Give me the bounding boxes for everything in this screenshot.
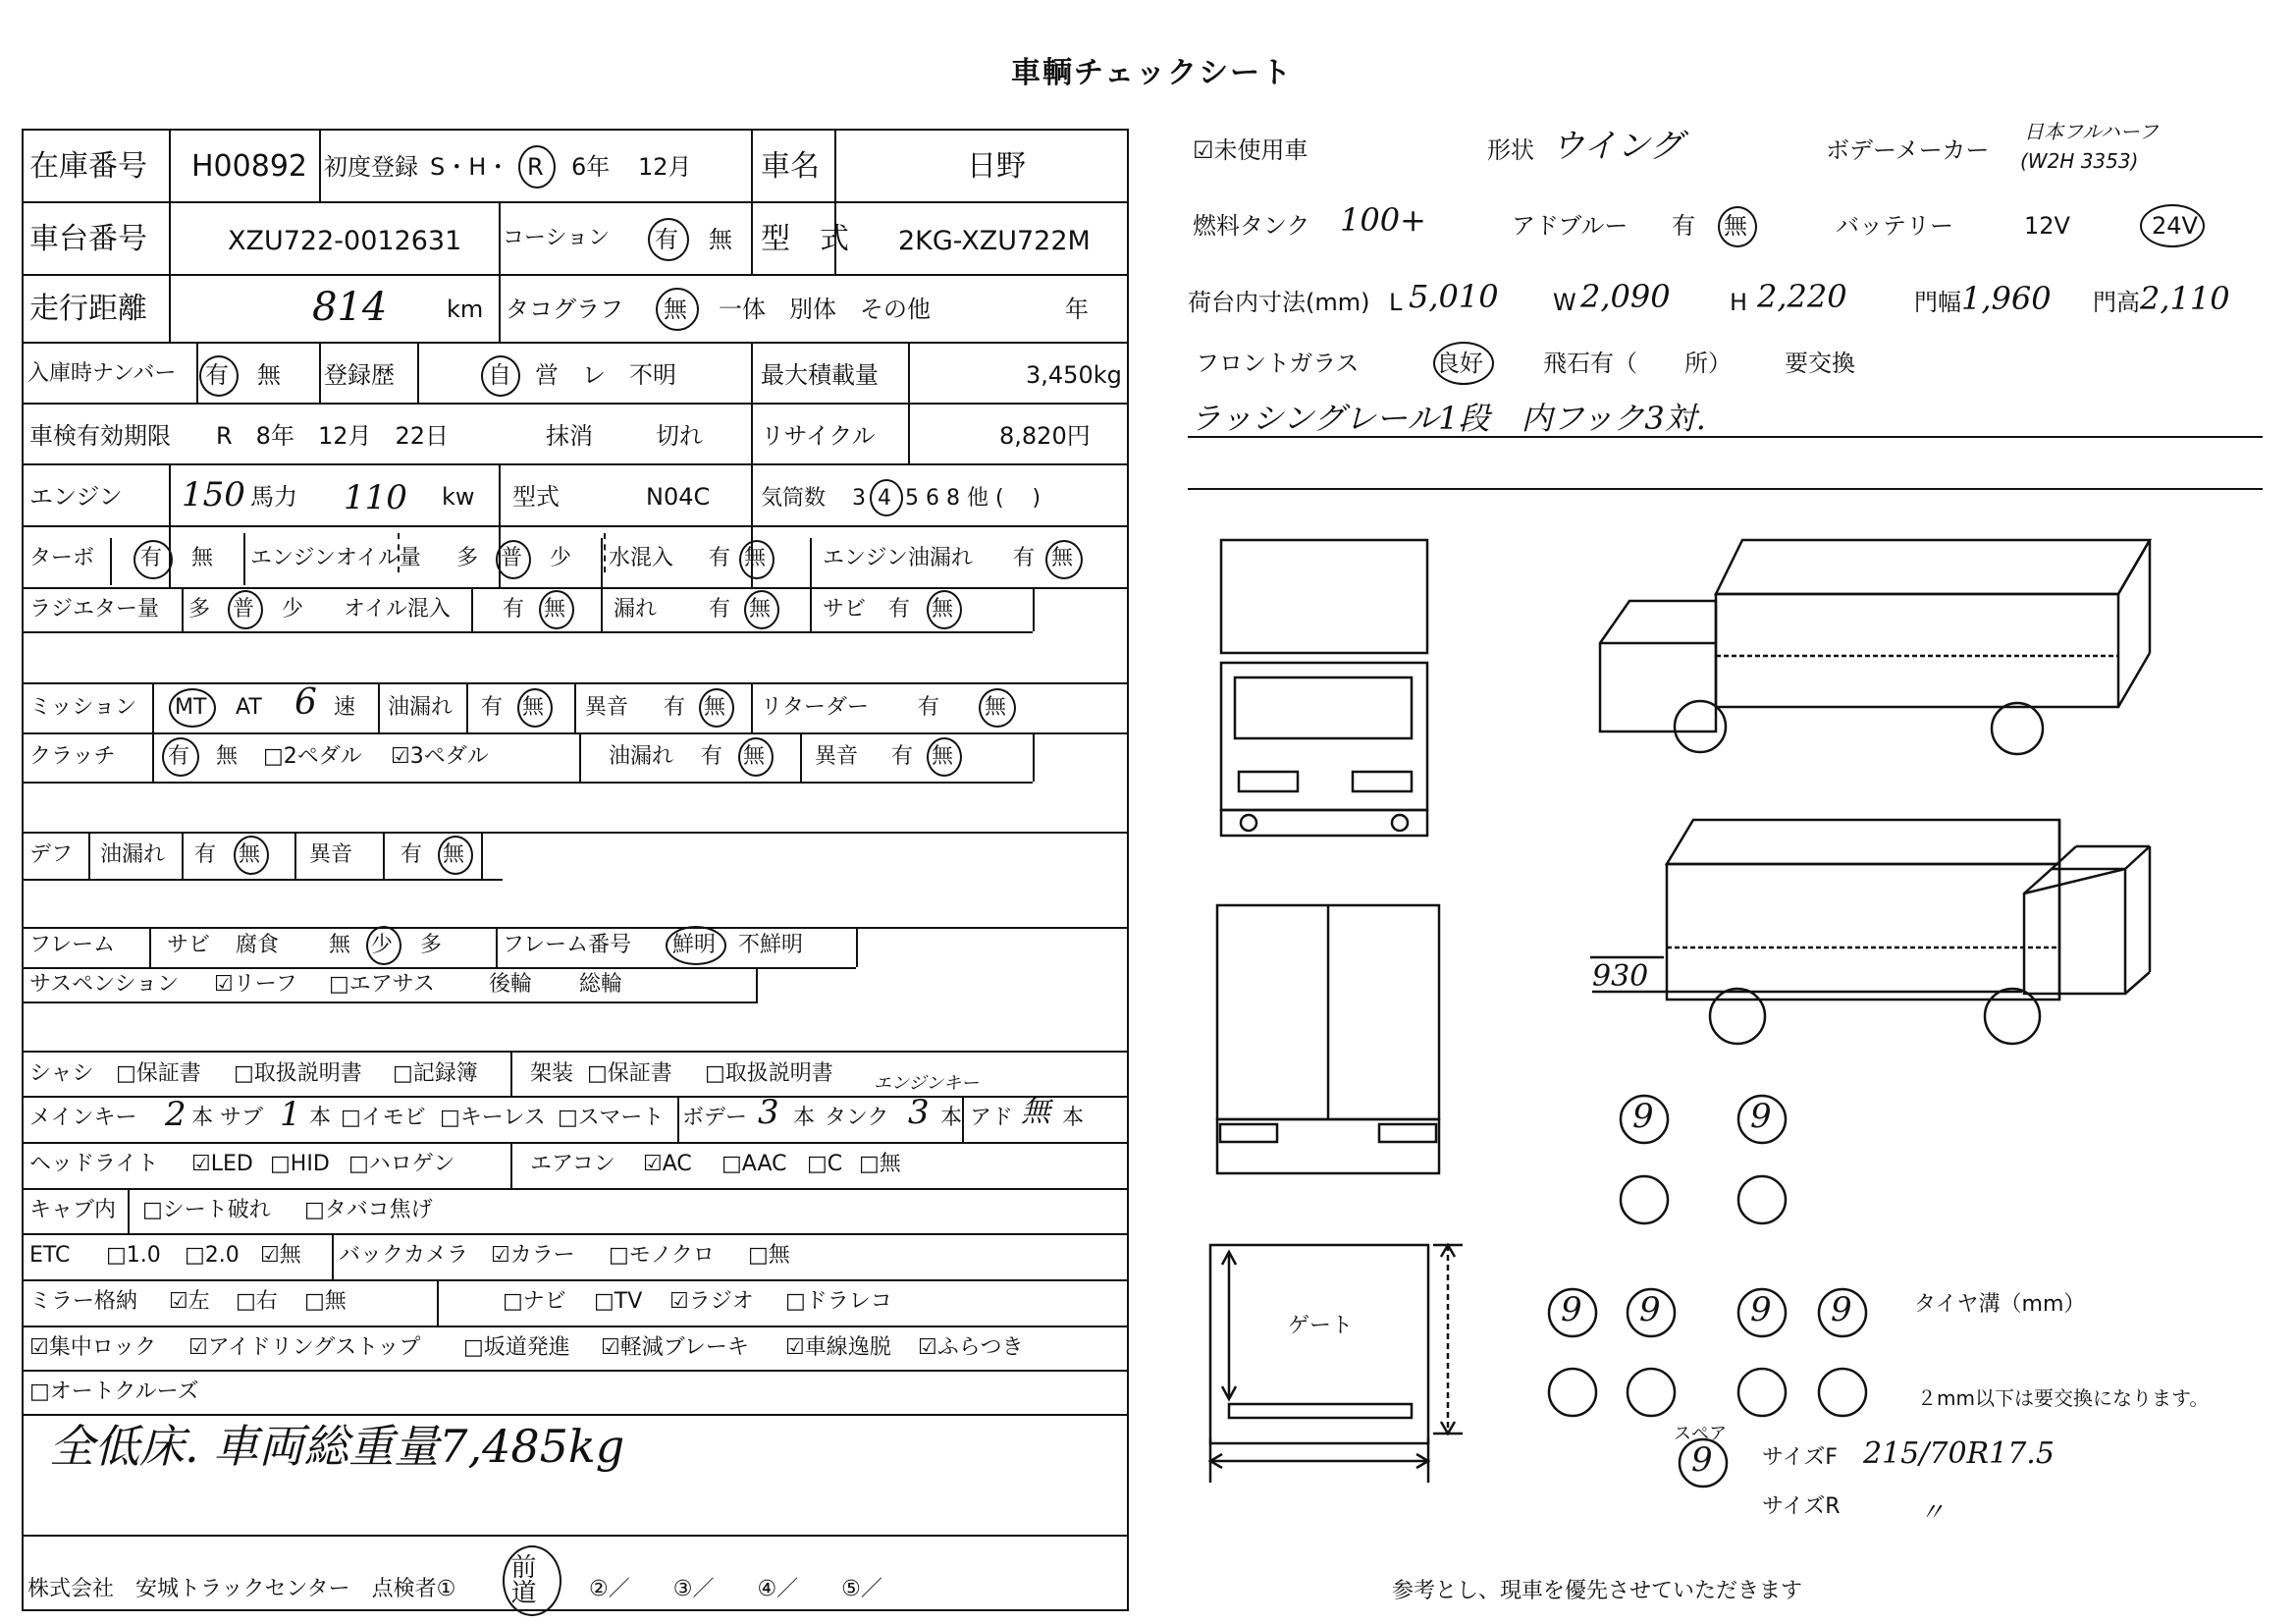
main-key-unit: 本 サブ <box>191 1106 263 1130</box>
suspension-air: □エアサス <box>329 972 435 997</box>
mirror-label: ミラー格納 <box>29 1289 138 1314</box>
frame-clear: 鮮明 <box>672 933 717 957</box>
tire-rear-3: 9 <box>1750 1290 1772 1329</box>
bed-height: 930 <box>1592 959 1649 994</box>
back-camera-none: □無 <box>748 1243 790 1268</box>
rust-no: 無 <box>932 597 954 622</box>
coating-no: 無 <box>709 226 732 253</box>
retarder-label: リターダー <box>761 695 870 720</box>
chassis-warranty: □保証書 <box>116 1061 201 1086</box>
recycle: 8,820円 <box>999 422 1091 450</box>
safety-idling: ☑アイドリングストップ <box>188 1335 421 1360</box>
notes: 全低床. 車両総重量7,485kg <box>49 1420 625 1473</box>
radiator-label: ラジエター量 <box>29 597 160 622</box>
door-width: 1,960 <box>1961 280 2052 317</box>
tire-rear-1: 9 <box>1561 1290 1582 1329</box>
retarder-no: 無 <box>985 695 1007 720</box>
safety-hill: □坂道発進 <box>463 1335 570 1360</box>
model-label: 型 式 <box>761 222 849 256</box>
cylinders-rest: 5 6 8 他 ( ) <box>905 486 1041 511</box>
mission-speed-unit: 速 <box>334 695 356 720</box>
remark: ラッシングレール1段 内フック3対. <box>1190 400 1706 437</box>
keys-label: メインキー <box>29 1106 137 1130</box>
reg-own: 自 <box>488 361 511 389</box>
plate-label: 入庫時ナンバー <box>27 361 177 386</box>
engine-oil-label: エンジンオイル量 <box>250 546 421 570</box>
tire-note: ２mm以下は要交換になります。 <box>1917 1386 2210 1410</box>
ad-key-label: アド <box>970 1106 1014 1130</box>
battery-12v: 12V <box>2024 212 2070 240</box>
etc-2: □2.0 <box>185 1243 240 1268</box>
frame-many: 多 <box>420 933 443 957</box>
body-equip-manual: □取扱説明書 <box>705 1061 833 1086</box>
aircon-aac: □AAC <box>721 1152 787 1176</box>
cargo-h: 2,220 <box>1757 278 1847 315</box>
headlight-halogen: □ハロゲン <box>348 1152 455 1176</box>
size-r-label: サイズR <box>1762 1494 1841 1519</box>
body-maker: 日本フルハーフ <box>2024 120 2159 143</box>
tacho-none: 無 <box>664 296 687 323</box>
engine-model: N04C <box>646 483 711 511</box>
glass-good: 良好 <box>1436 350 1483 377</box>
audio-navi: □ナビ <box>503 1289 566 1314</box>
adblue-yes: 有 <box>1672 212 1695 240</box>
smart-key: □スマート <box>558 1106 665 1130</box>
mission-at: AT <box>236 695 262 720</box>
retarder-yes: 有 <box>918 695 940 720</box>
diff-noise-yes: 有 <box>400 842 423 867</box>
clutch-yes: 有 <box>168 744 190 769</box>
body-maker-label: ボデーメーカー <box>1826 136 1990 164</box>
rust-yes: 有 <box>888 597 911 622</box>
size-f-label: サイズF <box>1762 1445 1838 1470</box>
cyl-sel: 4 <box>878 486 891 511</box>
max-load: 3,450kg <box>1026 361 1122 389</box>
mission-leak-label: 油漏れ <box>388 695 454 720</box>
door-width-label: 門幅 <box>1914 289 1961 316</box>
oil-leak-label: エンジン油漏れ <box>823 546 973 570</box>
radiator-c: 少 <box>282 597 304 622</box>
back-camera-mono: □モノクロ <box>609 1243 715 1268</box>
era-options: S・H・ <box>430 153 510 181</box>
rust-label: サビ <box>823 597 867 622</box>
tank-key-unit: 本 <box>940 1106 963 1130</box>
cargo-l-label: L <box>1389 289 1403 316</box>
turbo-label: ターボ <box>29 546 95 570</box>
shape: ウイング <box>1551 127 1683 166</box>
gate-label: ゲート <box>1288 1314 1354 1338</box>
suspension-leaf: ☑リーフ <box>214 972 297 997</box>
battery-24v: 24V <box>2152 212 2198 240</box>
page-title: 車輌チェックシート <box>1011 56 1294 90</box>
sub-key-count: 1 <box>280 1095 301 1134</box>
body-equip-label: 架装 <box>530 1061 574 1086</box>
car-name: 日野 <box>967 149 1026 184</box>
diff-leak-label: 油漏れ <box>100 842 166 867</box>
max-load-label: 最大積載量 <box>761 361 879 389</box>
oil-mix-no: 無 <box>544 597 566 622</box>
hp-unit: 馬力 <box>250 483 297 511</box>
body-key-label: ボデー <box>682 1106 748 1130</box>
turbo-yes: 有 <box>140 546 163 570</box>
mission-noise-no: 無 <box>704 695 726 720</box>
cab-seat: □シート破れ <box>142 1198 271 1222</box>
frame-unclear: 不鮮明 <box>738 933 804 957</box>
tire-rear-4: 9 <box>1831 1290 1852 1329</box>
headlight-hid: □HID <box>270 1152 330 1176</box>
chassis-record: □記録簿 <box>393 1061 478 1086</box>
engine-oil-b: 普 <box>501 546 523 570</box>
clutch-leak-no: 無 <box>743 744 766 769</box>
footer-company: 株式会社 安城トラックセンター 点検者① <box>27 1577 456 1601</box>
safety-wobble: ☑ふらつき <box>918 1335 1024 1360</box>
sub-key-unit: 本 <box>309 1106 332 1130</box>
cargo-l: 5,010 <box>1409 278 1499 315</box>
mileage-unit: km <box>447 296 484 323</box>
reg-history-label: 登録歴 <box>324 361 395 389</box>
cylinders-label: 気筒数 <box>761 486 827 511</box>
frame-corrosion: 腐食 <box>236 933 280 957</box>
oil-leak-yes: 有 <box>1013 546 1036 570</box>
cargo-w: 2,090 <box>1580 278 1671 315</box>
battery-label: バッテリー <box>1836 212 1953 240</box>
audio-tv: □TV <box>594 1289 643 1314</box>
engine-oil-a: 多 <box>456 546 479 570</box>
mission-mt: MT <box>175 695 207 720</box>
first-reg-year: 6年 <box>571 153 611 181</box>
door-height: 2,110 <box>2140 280 2230 317</box>
water-mix-label: 水混入 <box>609 546 674 570</box>
suspension-rear: 後輪 <box>489 972 533 997</box>
chassis-no: XZU722-0012631 <box>228 226 462 256</box>
tacho-year: 年 <box>1065 296 1089 323</box>
water-mix-no: 無 <box>744 546 767 570</box>
safety-central: ☑集中ロック <box>29 1335 157 1360</box>
kw-unit: kw <box>442 483 475 511</box>
cargo-h-label: H <box>1730 289 1748 316</box>
mirror-right: □右 <box>236 1289 278 1314</box>
adblue-no: 無 <box>1724 212 1747 240</box>
glass-replace: 要交換 <box>1785 350 1855 377</box>
safety-brake: ☑軽減ブレーキ <box>601 1335 749 1360</box>
inspection-expired: 切れ <box>656 422 703 450</box>
etc-1: □1.0 <box>106 1243 161 1268</box>
fuel-label: 燃料タンク <box>1193 212 1310 240</box>
clutch-noise-no: 無 <box>932 744 954 769</box>
immobilizer: □イモビ <box>341 1106 426 1130</box>
body-equip-warranty: □保証書 <box>587 1061 672 1086</box>
back-camera-label: バックカメラ <box>339 1243 469 1268</box>
engine-key-note: エンジンキー <box>874 1073 980 1094</box>
frame-none: 無 <box>329 933 351 957</box>
mileage-label: 走行距離 <box>29 292 147 326</box>
headlight-led: ☑LED <box>191 1152 253 1176</box>
cargo-label: 荷台内寸法(mm) <box>1188 289 1370 316</box>
adblue-label: アドブルー <box>1512 212 1629 240</box>
diff-leak-yes: 有 <box>194 842 217 867</box>
diff-label: デフ <box>29 842 74 867</box>
clutch-no: 無 <box>216 744 239 769</box>
first-reg-month: 12月 <box>638 153 692 181</box>
mission-noise-yes: 有 <box>664 695 686 720</box>
audio-radio: ☑ラジオ <box>669 1289 754 1314</box>
cyl-3: 3 <box>852 486 866 511</box>
mission-leak-yes: 有 <box>481 695 504 720</box>
back-camera-color: ☑カラー <box>491 1243 575 1268</box>
engine-oil-c: 少 <box>550 546 572 570</box>
clutch-label: クラッチ <box>29 744 116 769</box>
mirror-none: □無 <box>304 1289 347 1314</box>
clutch-3pedal: ☑3ペダル <box>391 744 489 769</box>
chassis-docs-label: シャシ <box>29 1061 94 1086</box>
turbo-no: 無 <box>191 546 214 570</box>
body-key-count: 3 <box>758 1093 779 1132</box>
water-mix-yes: 有 <box>709 546 731 570</box>
mission-label: ミッション <box>29 695 137 720</box>
coating-label: コーション <box>503 226 611 250</box>
mission-speed: 6 <box>294 682 317 723</box>
model: 2KG-XZU722M <box>898 226 1091 256</box>
mileage: 814 <box>312 285 388 330</box>
engine-label: エンジン <box>29 483 123 511</box>
ad-key-value: 無 <box>1021 1095 1050 1129</box>
cargo-w-label: W <box>1553 289 1576 316</box>
main-key-count: 2 <box>165 1095 187 1134</box>
tacho-options: 一体 別体 その他 <box>719 296 931 323</box>
body-maker-no: (W2H 3353) <box>2020 149 2139 173</box>
tank-key-label: タンク <box>825 1106 889 1130</box>
stock-no-label: 在庫番号 <box>29 149 147 184</box>
oil-leak-no: 無 <box>1051 546 1074 570</box>
etc-none: ☑無 <box>260 1243 301 1268</box>
recycle-label: リサイクル <box>761 422 876 450</box>
diff-leak-no: 無 <box>239 842 261 867</box>
radiator-b: 普 <box>233 597 255 622</box>
footer-others: ②／ ③／ ④／ ⑤／ <box>589 1577 882 1601</box>
stock-no: H00892 <box>191 149 307 184</box>
tire-depth-label: タイヤ溝（mm） <box>1914 1292 2086 1317</box>
spare-label: スペア <box>1674 1424 1727 1444</box>
suspension-all: 総輪 <box>579 972 623 997</box>
shape-label: 形状 <box>1487 136 1534 164</box>
era-selected: R <box>527 153 544 181</box>
ad-key-unit: 本 <box>1062 1106 1085 1130</box>
mission-leak-no: 無 <box>522 695 545 720</box>
reg-others: 営 レ 不明 <box>535 361 676 389</box>
cab-tobacco: □タバコ焦げ <box>304 1198 433 1222</box>
clutch-noise-label: 異音 <box>815 744 859 769</box>
clutch-leak-yes: 有 <box>701 744 723 769</box>
glass-chip: 飛石有（ 所） <box>1543 350 1732 377</box>
etc-label: ETC <box>29 1243 71 1268</box>
coating-yes: 有 <box>655 226 678 253</box>
cab-label: キャブ内 <box>29 1198 117 1222</box>
tire-front-right: 9 <box>1750 1097 1772 1136</box>
plate-yes: 有 <box>205 361 229 389</box>
plate-no: 無 <box>257 361 281 389</box>
tire-spare: 9 <box>1691 1440 1713 1480</box>
audio-dorareco: □ドラレコ <box>785 1289 892 1314</box>
car-name-label: 車名 <box>761 149 820 184</box>
chassis-label: 車台番号 <box>29 222 147 256</box>
aircon-none: □無 <box>859 1152 901 1176</box>
aircon-ac: ☑AC <box>643 1152 692 1176</box>
clutch-2pedal: □2ペダル <box>263 744 362 769</box>
clutch-noise-yes: 有 <box>891 744 914 769</box>
frame-few: 少 <box>371 933 394 957</box>
diff-noise-label: 異音 <box>309 842 353 867</box>
inspector-stamp: 前道 <box>507 1553 536 1604</box>
frame-rust: サビ <box>167 933 211 957</box>
hp: 150 <box>182 475 245 514</box>
kw: 110 <box>344 478 407 517</box>
engine-model-label: 型式 <box>512 483 560 511</box>
frame-label: フレーム <box>29 933 116 957</box>
leak-label: 漏れ <box>614 597 658 622</box>
aircon-c: □C <box>807 1152 843 1176</box>
body-key-unit: 本 <box>793 1106 816 1130</box>
chassis-manual: □取扱説明書 <box>234 1061 362 1086</box>
size-f: 215/70R17.5 <box>1863 1436 2055 1471</box>
safety-lane: ☑車線逸脱 <box>785 1335 891 1360</box>
unused-vehicle: ☑未使用車 <box>1193 136 1308 164</box>
inspection-label: 車検有効期限 <box>29 422 171 450</box>
radiator-a: 多 <box>188 597 211 622</box>
disclaimer: 参考とし、現車を優先させていただきます <box>1392 1579 1803 1603</box>
glass-label: フロントガラス <box>1196 350 1360 377</box>
mission-noise-label: 異音 <box>585 695 629 720</box>
size-r: 〃 <box>1919 1498 1946 1528</box>
fuel: 100+ <box>1340 201 1426 239</box>
mirror-left: ☑左 <box>169 1289 210 1314</box>
leak-no: 無 <box>749 597 772 622</box>
keyless: □キーレス <box>440 1106 546 1130</box>
inspection-cancel: 抹消 <box>546 422 593 450</box>
first-reg-label: 初度登録 <box>324 153 418 181</box>
suspension-label: サスペンション <box>29 972 180 997</box>
cruise: □オートクルーズ <box>29 1380 199 1404</box>
headlight-label: ヘッドライト <box>29 1152 159 1176</box>
oil-mix-yes: 有 <box>503 597 525 622</box>
oil-mix-label: オイル混入 <box>344 597 451 622</box>
tacho-label: タコグラフ <box>506 296 623 323</box>
aircon-label: エアコン <box>530 1152 615 1176</box>
inspection-date: R 8年 12月 22日 <box>216 422 450 450</box>
tire-front-left: 9 <box>1632 1097 1654 1136</box>
tire-rear-2: 9 <box>1639 1290 1661 1329</box>
tank-key-count: 3 <box>908 1093 930 1132</box>
frame-no-label: フレーム番号 <box>503 933 632 957</box>
diff-noise-no: 無 <box>443 842 465 867</box>
leak-yes: 有 <box>709 597 731 622</box>
clutch-leak-label: 油漏れ <box>609 744 674 769</box>
door-height-label: 門高 <box>2093 289 2140 316</box>
